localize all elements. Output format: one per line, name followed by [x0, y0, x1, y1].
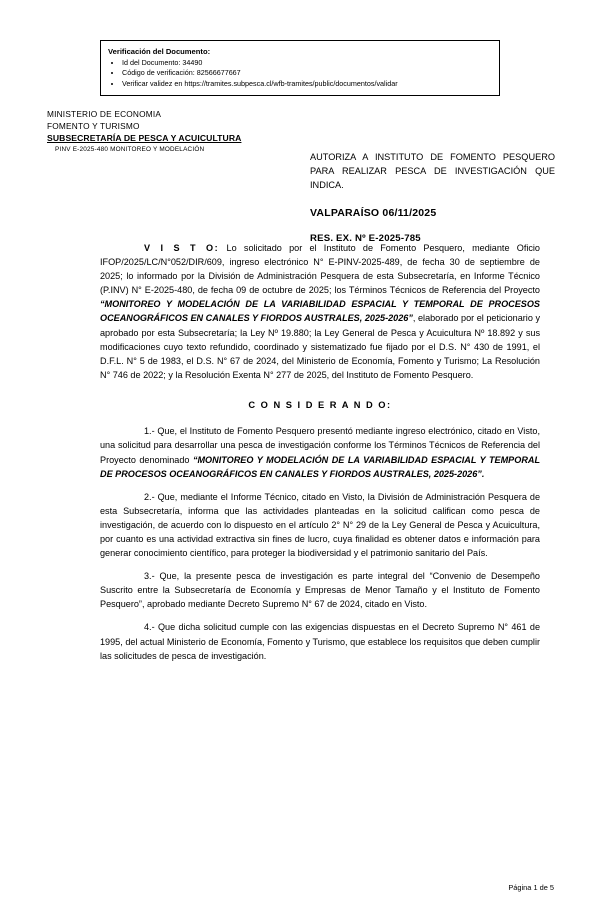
place-and-date: VALPARAÍSO 06/11/2025: [310, 207, 437, 220]
visto-label: V I S T O:: [144, 243, 220, 253]
paragraph-item-2: 2.- Que, mediante el Informe Técnico, citado en Visto, la División de Administración Pesquera de esta Subsecretaría, informa que las actividades planteadas en la solicitud califican como pesca de investigación, de acuerdo con lo dispuesto en el artículo 2° N° 29 de la Ley General de Pesca y Acuicultura, por cuanto es una actividad extractiva sin fines de lucro, cuya finalidad es obtener datos e información para generar conocimiento científico, para proteger la biodiversidad y el patrimonio sanitario del País.: [100, 491, 540, 559]
verification-list: [108, 58, 492, 89]
verification-title: Verificación del Documento:: [108, 47, 211, 56]
resolution-number: RES. EX. Nº E-2025-785: [310, 233, 421, 245]
paragraph-item-3: 3.- Que, la presente pesca de investigación es parte integral del “Convenio de Desempeño Suscrito entre la Subsecretaría de Economía y Empresas de Menor Tamaño y el Instituto de Fomento Pesquero”, aprobado mediante Decreto Supremo N° 67 de 2024, citado en Visto.: [100, 571, 540, 610]
ministry-line-1: MINISTERIO DE ECONOMIA: [47, 109, 162, 119]
item-1-project-title: “MONITOREO Y MODELACIÓN DE LA VARIABILIDAD ESPACIAL Y TEMPORAL DE PROCESOS OCEANOGRÁFICOS EN CANALES Y FIORDOS AUSTRALES, 2025-2026”.: [100, 454, 541, 479]
ministry-line-2: FOMENTO Y TURISMO: [47, 121, 140, 132]
subsecretaria-line: SUBSECRETARÍA DE PESCA Y ACUICULTURA: [47, 133, 242, 144]
resolution-subject: AUTORIZA A INSTITUTO DE FOMENTO PESQUERO PARA REALIZAR PESCA DE INVESTIGACIÓN QUE INDICA.: [310, 152, 555, 190]
visto-text-part-1: Lo solicitado por el Instituto de Fomento Pesquero, mediante Oficio IFOP/2025/LC/N°052/DIR/609, ingreso electrónico N° E-PINV-2025-489, de fecha 30 de septiembre de 2025; lo informado por la División de Administración Pesquera de esta Subsecretaría, en Informe Técnico (P.INV) N° E-2025-480, de fecha 09 de octubre de 2025; los Términos Técnicos de Referencia del Proyecto: [100, 243, 540, 296]
list-item: • Código de verificación: 82566677667: [122, 68, 492, 78]
list-item: • Id del Documento: 34490: [122, 58, 492, 68]
item-1-text: 1.- Que, el Instituto de Fomento Pesquero presentó mediante ingreso electrónico, citado en Visto, una solicitud para desarrollar una pesca de investigación conforme los Términos Técnicos de Referencia del Proyecto denominado: [100, 426, 540, 465]
visto-text-part-2: , elaborado por el peticionario y aprobado por esta Subsecretaría; la Ley Nº 19.880; la Ley General de Pesca y Acuicultura Nº 18.892 y sus modificaciones cuyo texto refundido, coordinado y sistematizado fue fijado por el D.S. N° 430 de 1991, el D.F.L. N° 5 de 1983, el D.S. N° 67 de 2024, del Ministerio de Economía, Fomento y Turismo; La Resolución N° 746 de 2022; y la Resolución Exenta N° 277 de 2025, del Instituto de Fomento Pesquero.: [100, 313, 540, 380]
paragraph-visto: [100, 241, 540, 382]
verification-box: [100, 40, 500, 96]
resolution-header: [310, 151, 555, 247]
document-body: [100, 241, 540, 672]
paragraph-item-4: 4.- Que dicha solicitud cumple con las exigencias dispuestas en el Decreto Supremo N° 461 de 1995, del actual Ministerio de Economía, Fomento y Turismo, que establece los requisitos que deben cumplir las solicitudes de pesca de investigación.: [100, 622, 540, 661]
considerando-heading: C O N S I D E R A N D O:: [248, 399, 392, 410]
visto-project-title: “MONITOREO Y MODELACIÓN DE LA VARIABILIDAD ESPACIAL Y TEMPORAL DE PROCESOS OCEANOGRÁFICOS EN CANALES Y FIORDOS AUSTRALES, 2025-2026”: [100, 299, 540, 324]
list-item: • Verificar validez en https://tramites.subpesca.cl/wfb-tramites/public/documentos/validar: [122, 79, 492, 89]
page-footer: Página 1 de 5: [508, 883, 554, 892]
project-reference: PINV E-2025-480 MONITOREO Y MODELACIÓN: [55, 146, 205, 154]
letterhead: [47, 108, 317, 155]
paragraph-item-1: [100, 424, 540, 480]
